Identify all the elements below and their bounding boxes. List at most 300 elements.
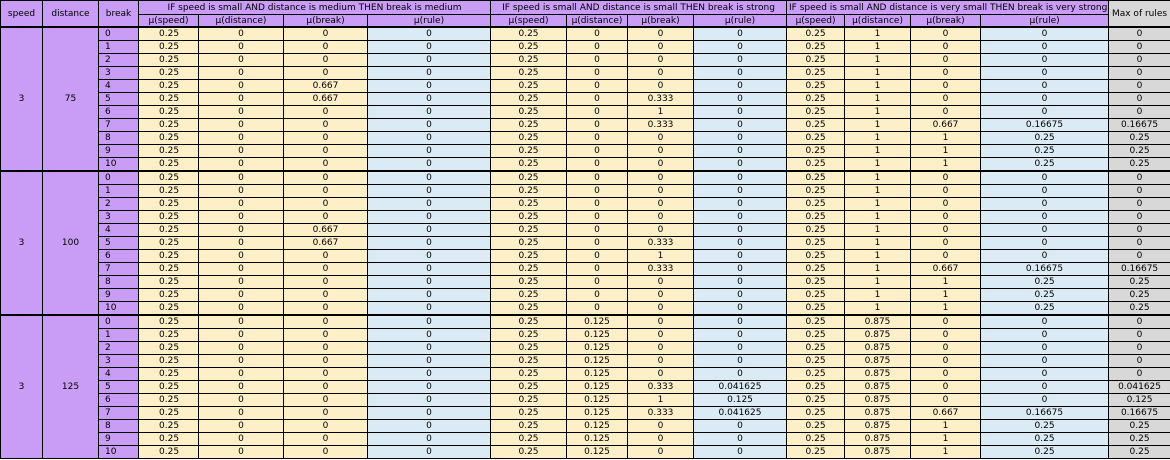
max-of-rules-cell: 0.25 [1109, 420, 1170, 433]
table-row [1, 145, 1170, 158]
rule1-mu-distance-cell: 0 [199, 433, 284, 446]
rule1-mu-speed-cell: 0.25 [139, 342, 199, 355]
rule2-mu-break-cell: 0 [628, 80, 694, 93]
break-value-cell: 6 [99, 394, 139, 407]
rule1-mu-rule-cell: 0 [368, 67, 491, 80]
rule1-mu-break-cell: 0 [284, 329, 368, 342]
rule1-mu-break-cell: 0 [284, 263, 368, 276]
rule3-mu-break-cell: 1 [911, 420, 981, 433]
rule1-mu-break-cell: 0.667 [284, 80, 368, 93]
rule1-mu-rule-cell: 0 [368, 329, 491, 342]
rule2-mu-speed-cell: 0.25 [491, 224, 567, 237]
rule3-mu-speed-cell: 0.25 [787, 67, 845, 80]
rule2-mu-break-cell: 0 [628, 27, 694, 41]
rule1-mu-speed-cell: 0.25 [139, 263, 199, 276]
rule3-mu-distance-cell: 1 [845, 237, 911, 250]
rule2-mu-distance-cell: 0 [567, 67, 628, 80]
rule2-mu-break-cell: 1 [628, 394, 694, 407]
max-of-rules-cell: 0.16675 [1109, 263, 1170, 276]
rule3-mu-rule-cell: 0.25 [981, 289, 1109, 302]
rule2-mu-speed-cell: 0.25 [491, 67, 567, 80]
rule2-mu-speed-cell: 0.25 [491, 381, 567, 394]
rule2-mu-speed-cell: 0.25 [491, 41, 567, 54]
rule3-mu-rule-cell: 0 [981, 394, 1109, 407]
rule1-mu-rule-cell: 0 [368, 276, 491, 289]
rule2-mu-rule-cell: 0 [694, 224, 787, 237]
rule2-mu-speed-cell: 0.25 [491, 145, 567, 158]
rule3-mu-rule-cell: 0.16675 [981, 407, 1109, 420]
rule3-mu-distance-cell: 0.875 [845, 368, 911, 381]
rule3-mu-break-cell: 1 [911, 446, 981, 459]
break-value-cell: 7 [99, 263, 139, 276]
rule1-mu-rule-cell: 0 [368, 198, 491, 211]
rule1-mu-rule-cell: 0 [368, 368, 491, 381]
rule2-mu-speed-cell: 0.25 [491, 119, 567, 132]
rule3-mu-speed-cell: 0.25 [787, 171, 845, 185]
break-value-cell: 0 [99, 171, 139, 185]
rule3-mu-distance-cell: 1 [845, 171, 911, 185]
rule3-mu-break-cell: 0 [911, 41, 981, 54]
rule1-mu-break-cell: 0 [284, 420, 368, 433]
rule1-mu-break-cell: 0.667 [284, 93, 368, 106]
max-of-rules-cell: 0 [1109, 171, 1170, 185]
max-of-rules-cell: 0.125 [1109, 394, 1170, 407]
rule1-mu-speed-cell: 0.25 [139, 27, 199, 41]
rule3-mu-break-cell: 0 [911, 54, 981, 67]
rule2-mu-rule-cell: 0 [694, 80, 787, 93]
rule3-mu-speed-cell: 0.25 [787, 315, 845, 329]
rule2-mu-rule-cell: 0 [694, 433, 787, 446]
rule1-mu-distance-cell: 0 [199, 420, 284, 433]
distance-value-cell: 100 [43, 171, 99, 315]
rule1-mu-break-cell: 0.667 [284, 224, 368, 237]
rule1-mu-distance-cell: 0 [199, 263, 284, 276]
distance-value-cell: 75 [43, 27, 99, 171]
rule2-mu-distance-cell: 0 [567, 302, 628, 316]
max-of-rules-cell: 0.25 [1109, 276, 1170, 289]
rule2-mu-distance-cell: 0.125 [567, 368, 628, 381]
rule3-mu-rule-cell: 0 [981, 106, 1109, 119]
rule1-mu-break-cell: 0 [284, 355, 368, 368]
rule3-mu-speed-cell: 0.25 [787, 407, 845, 420]
table-row [1, 276, 1170, 289]
rule2-mu-break-cell: 0 [628, 145, 694, 158]
rule1-mu-rule-cell: 0 [368, 158, 491, 172]
rule2-mu-rule-cell: 0.125 [694, 394, 787, 407]
rule3-mu-distance-cell: 1 [845, 289, 911, 302]
rule3-mu-break-cell: 0 [911, 315, 981, 329]
rule1-mu-speed-cell: 0.25 [139, 198, 199, 211]
break-value-cell: 3 [99, 67, 139, 80]
rule3-mu-break-cell: 1 [911, 302, 981, 316]
speed-value-cell: 3 [1, 27, 43, 171]
rule2-mu-speed-cell: 0.25 [491, 302, 567, 316]
rule2-mu-rule-cell: 0 [694, 119, 787, 132]
table-body [1, 27, 1170, 459]
rule1-mu-rule-cell: 0 [368, 106, 491, 119]
rule1-mu-break-cell: 0.667 [284, 237, 368, 250]
rule3-mu-rule-cell: 0 [981, 329, 1109, 342]
rule2-mu-speed-cell: 0.25 [491, 407, 567, 420]
rule2-mu-distance-cell: 0 [567, 263, 628, 276]
rule2-mu-speed-cell: 0.25 [491, 355, 567, 368]
mu-distance-header: µ(distance) [567, 15, 628, 28]
rule3-mu-distance-cell: 0.875 [845, 342, 911, 355]
rule1-mu-distance-cell: 0 [199, 41, 284, 54]
break-value-cell: 2 [99, 198, 139, 211]
rule2-mu-rule-cell: 0 [694, 41, 787, 54]
rule3-mu-rule-cell: 0 [981, 237, 1109, 250]
rule3-mu-speed-cell: 0.25 [787, 394, 845, 407]
rule2-mu-speed-cell: 0.25 [491, 342, 567, 355]
distance-value-cell: 125 [43, 315, 99, 459]
rule3-mu-distance-cell: 1 [845, 211, 911, 224]
rule1-mu-rule-cell: 0 [368, 211, 491, 224]
rule2-mu-break-cell: 0 [628, 54, 694, 67]
rule2-mu-rule-cell: 0 [694, 329, 787, 342]
break-value-cell: 6 [99, 250, 139, 263]
rule3-mu-break-cell: 0 [911, 80, 981, 93]
rule1-mu-distance-cell: 0 [199, 302, 284, 316]
break-value-cell: 10 [99, 302, 139, 316]
rule3-mu-rule-cell: 0.16675 [981, 263, 1109, 276]
rule3-mu-rule-cell: 0 [981, 185, 1109, 198]
rule2-mu-distance-cell: 0 [567, 106, 628, 119]
rule3-mu-rule-cell: 0 [981, 171, 1109, 185]
break-value-cell: 8 [99, 276, 139, 289]
rule3-mu-speed-cell: 0.25 [787, 119, 845, 132]
rule1-mu-distance-cell: 0 [199, 132, 284, 145]
table-row [1, 315, 1170, 329]
rule2-mu-speed-cell: 0.25 [491, 368, 567, 381]
table-row [1, 93, 1170, 106]
rule3-mu-speed-cell: 0.25 [787, 80, 845, 93]
rule2-mu-distance-cell: 0.125 [567, 329, 628, 342]
rule1-mu-rule-cell: 0 [368, 446, 491, 459]
rule3-mu-speed-cell: 0.25 [787, 446, 845, 459]
rule2-mu-rule-cell: 0 [694, 198, 787, 211]
rule2-mu-distance-cell: 0.125 [567, 407, 628, 420]
rule2-mu-speed-cell: 0.25 [491, 250, 567, 263]
rule1-mu-speed-cell: 0.25 [139, 211, 199, 224]
table-row [1, 27, 1170, 41]
rule1-mu-rule-cell: 0 [368, 315, 491, 329]
break-value-cell: 2 [99, 54, 139, 67]
max-of-rules-cell: 0 [1109, 315, 1170, 329]
rule2-mu-break-cell: 0.333 [628, 263, 694, 276]
rule3-mu-distance-cell: 0.875 [845, 329, 911, 342]
table-row [1, 158, 1170, 172]
rule3-mu-break-cell: 0 [911, 329, 981, 342]
header-row-memberships [1, 15, 1170, 28]
rule2-mu-rule-cell: 0 [694, 263, 787, 276]
rule2-mu-rule-cell: 0 [694, 211, 787, 224]
rule3-mu-break-cell: 0.667 [911, 263, 981, 276]
table-row [1, 381, 1170, 394]
rule2-mu-rule-cell: 0 [694, 237, 787, 250]
rule2-mu-rule-cell: 0 [694, 106, 787, 119]
rule2-mu-distance-cell: 0 [567, 80, 628, 93]
rule3-mu-rule-cell: 0 [981, 80, 1109, 93]
rule3-mu-distance-cell: 0.875 [845, 394, 911, 407]
max-of-rules-cell: 0 [1109, 185, 1170, 198]
rule2-mu-distance-cell: 0.125 [567, 433, 628, 446]
rule3-mu-distance-cell: 1 [845, 302, 911, 316]
break-value-cell: 0 [99, 315, 139, 329]
rule1-mu-rule-cell: 0 [368, 80, 491, 93]
rule3-mu-distance-cell: 1 [845, 27, 911, 41]
mu-rule-header: µ(rule) [981, 15, 1109, 28]
rule1-mu-rule-cell: 0 [368, 420, 491, 433]
mu-break-header: µ(break) [911, 15, 981, 28]
rule2-mu-break-cell: 0 [628, 420, 694, 433]
max-of-rules-cell: 0 [1109, 54, 1170, 67]
rule3-mu-speed-cell: 0.25 [787, 329, 845, 342]
rule2-mu-break-cell: 0 [628, 198, 694, 211]
rule3-mu-speed-cell: 0.25 [787, 185, 845, 198]
mu-speed-header: µ(speed) [139, 15, 199, 28]
rule2-mu-speed-cell: 0.25 [491, 276, 567, 289]
rule2-mu-speed-cell: 0.25 [491, 27, 567, 41]
rule2-mu-rule-cell: 0 [694, 54, 787, 67]
rule2-mu-distance-cell: 0.125 [567, 315, 628, 329]
rule3-mu-distance-cell: 1 [845, 54, 911, 67]
rule2-mu-break-cell: 0 [628, 132, 694, 145]
rule1-mu-speed-cell: 0.25 [139, 407, 199, 420]
rule2-mu-rule-cell: 0 [694, 27, 787, 41]
rule1-mu-speed-cell: 0.25 [139, 132, 199, 145]
rule3-mu-rule-cell: 0.25 [981, 446, 1109, 459]
max-of-rules-cell: 0 [1109, 80, 1170, 93]
speed-header: speed [1, 1, 43, 28]
rule2-mu-rule-cell: 0 [694, 145, 787, 158]
rule3-mu-break-cell: 0 [911, 171, 981, 185]
rule3-mu-distance-cell: 1 [845, 132, 911, 145]
max-of-rules-cell: 0.25 [1109, 132, 1170, 145]
rule3-mu-break-cell: 0 [911, 198, 981, 211]
rule2-mu-break-cell: 0 [628, 158, 694, 172]
rule2-mu-rule-cell: 0 [694, 250, 787, 263]
rule1-mu-break-cell: 0 [284, 342, 368, 355]
rule2-mu-speed-cell: 0.25 [491, 106, 567, 119]
break-value-cell: 7 [99, 119, 139, 132]
table-row [1, 289, 1170, 302]
rule2-mu-distance-cell: 0 [567, 276, 628, 289]
rule2-mu-speed-cell: 0.25 [491, 329, 567, 342]
rule1-mu-speed-cell: 0.25 [139, 67, 199, 80]
rule2-mu-rule-cell: 0 [694, 67, 787, 80]
rule3-mu-break-cell: 0 [911, 381, 981, 394]
rule1-mu-speed-cell: 0.25 [139, 276, 199, 289]
rule2-mu-speed-cell: 0.25 [491, 158, 567, 172]
break-value-cell: 10 [99, 446, 139, 459]
rule2-mu-speed-cell: 0.25 [491, 433, 567, 446]
rule3-mu-rule-cell: 0.16675 [981, 119, 1109, 132]
rule1-mu-rule-cell: 0 [368, 132, 491, 145]
rule1-mu-speed-cell: 0.25 [139, 171, 199, 185]
break-value-cell: 5 [99, 381, 139, 394]
rule2-mu-break-cell: 1 [628, 106, 694, 119]
rule3-mu-rule-cell: 0 [981, 27, 1109, 41]
rule3-mu-speed-cell: 0.25 [787, 145, 845, 158]
rule3-mu-break-cell: 0 [911, 224, 981, 237]
max-of-rules-cell: 0 [1109, 224, 1170, 237]
rule1-mu-speed-cell: 0.25 [139, 80, 199, 93]
break-value-cell: 10 [99, 158, 139, 172]
rule3-mu-speed-cell: 0.25 [787, 198, 845, 211]
max-of-rules-cell: 0 [1109, 93, 1170, 106]
rule3-mu-speed-cell: 0.25 [787, 289, 845, 302]
rule1-mu-distance-cell: 0 [199, 446, 284, 459]
rule3-mu-distance-cell: 1 [845, 185, 911, 198]
table-row [1, 433, 1170, 446]
rule1-mu-distance-cell: 0 [199, 198, 284, 211]
rule2-mu-distance-cell: 0 [567, 158, 628, 172]
rule3-mu-speed-cell: 0.25 [787, 250, 845, 263]
max-of-rules-cell: 0.25 [1109, 302, 1170, 316]
rule1-mu-rule-cell: 0 [368, 54, 491, 67]
rule2-mu-rule-cell: 0 [694, 355, 787, 368]
rule3-mu-break-cell: 0 [911, 27, 981, 41]
rule2-mu-distance-cell: 0.125 [567, 446, 628, 459]
header-row-rules [1, 1, 1170, 15]
rule2-mu-break-cell: 0 [628, 329, 694, 342]
rule1-mu-break-cell: 0 [284, 289, 368, 302]
rule2-mu-speed-cell: 0.25 [491, 80, 567, 93]
rule2-mu-distance-cell: 0 [567, 54, 628, 67]
rule3-mu-rule-cell: 0.25 [981, 158, 1109, 172]
max-of-rules-cell: 0 [1109, 250, 1170, 263]
break-value-cell: 4 [99, 224, 139, 237]
rule3-mu-speed-cell: 0.25 [787, 132, 845, 145]
rule1-mu-speed-cell: 0.25 [139, 355, 199, 368]
rule3-mu-rule-cell: 0.25 [981, 302, 1109, 316]
break-value-cell: 9 [99, 289, 139, 302]
max-of-rules-cell: 0 [1109, 329, 1170, 342]
mu-distance-header: µ(distance) [199, 15, 284, 28]
rule2-mu-break-cell: 0 [628, 67, 694, 80]
rule1-mu-rule-cell: 0 [368, 93, 491, 106]
rule1-mu-distance-cell: 0 [199, 289, 284, 302]
rule1-mu-speed-cell: 0.25 [139, 250, 199, 263]
table-row [1, 250, 1170, 263]
break-value-cell: 1 [99, 41, 139, 54]
rule3-mu-break-cell: 0 [911, 394, 981, 407]
rule2-mu-rule-cell: 0.041625 [694, 381, 787, 394]
table-row [1, 54, 1170, 67]
rule2-mu-distance-cell: 0 [567, 145, 628, 158]
rule3-mu-distance-cell: 1 [845, 263, 911, 276]
rule3-mu-distance-cell: 0.875 [845, 446, 911, 459]
distance-header: distance [43, 1, 99, 28]
rule2-mu-speed-cell: 0.25 [491, 211, 567, 224]
rule2-mu-speed-cell: 0.25 [491, 263, 567, 276]
rule3-mu-rule-cell: 0.25 [981, 276, 1109, 289]
table-row [1, 106, 1170, 119]
rule1-mu-rule-cell: 0 [368, 185, 491, 198]
rule1-mu-rule-cell: 0 [368, 407, 491, 420]
table-row [1, 224, 1170, 237]
rule2-mu-speed-cell: 0.25 [491, 420, 567, 433]
rule3-mu-rule-cell: 0 [981, 342, 1109, 355]
rule2-mu-speed-cell: 0.25 [491, 93, 567, 106]
break-value-cell: 5 [99, 237, 139, 250]
rule3-mu-distance-cell: 0.875 [845, 355, 911, 368]
rule3-mu-break-cell: 0 [911, 67, 981, 80]
table-row [1, 211, 1170, 224]
rule1-mu-break-cell: 0 [284, 407, 368, 420]
rule2-mu-distance-cell: 0 [567, 185, 628, 198]
rule1-mu-distance-cell: 0 [199, 80, 284, 93]
mu-break-header: µ(break) [284, 15, 368, 28]
rule2-header: IF speed is small AND distance is small THEN break is strong [491, 1, 787, 15]
rule1-mu-speed-cell: 0.25 [139, 381, 199, 394]
rule1-mu-break-cell: 0 [284, 106, 368, 119]
rule1-mu-break-cell: 0 [284, 41, 368, 54]
break-value-cell: 8 [99, 420, 139, 433]
rule1-mu-distance-cell: 0 [199, 224, 284, 237]
max-of-rules-cell: 0 [1109, 355, 1170, 368]
rule1-mu-rule-cell: 0 [368, 145, 491, 158]
rule2-mu-distance-cell: 0 [567, 289, 628, 302]
table-row [1, 67, 1170, 80]
max-of-rules-cell: 0 [1109, 342, 1170, 355]
rule2-mu-speed-cell: 0.25 [491, 171, 567, 185]
rule2-mu-break-cell: 0.333 [628, 237, 694, 250]
rule2-mu-break-cell: 0 [628, 355, 694, 368]
rule3-mu-rule-cell: 0.25 [981, 433, 1109, 446]
rule1-mu-break-cell: 0 [284, 211, 368, 224]
rule1-mu-break-cell: 0 [284, 185, 368, 198]
rule3-mu-speed-cell: 0.25 [787, 368, 845, 381]
rule2-mu-break-cell: 0 [628, 211, 694, 224]
rule3-mu-distance-cell: 1 [845, 41, 911, 54]
table-row [1, 342, 1170, 355]
mu-break-header: µ(break) [628, 15, 694, 28]
rule3-mu-speed-cell: 0.25 [787, 302, 845, 316]
rule2-mu-rule-cell: 0 [694, 185, 787, 198]
rule1-mu-break-cell: 0 [284, 171, 368, 185]
rule3-mu-rule-cell: 0 [981, 355, 1109, 368]
rule3-mu-speed-cell: 0.25 [787, 211, 845, 224]
rule2-mu-distance-cell: 0 [567, 224, 628, 237]
rule3-mu-speed-cell: 0.25 [787, 237, 845, 250]
rule2-mu-rule-cell: 0 [694, 420, 787, 433]
rule3-mu-speed-cell: 0.25 [787, 93, 845, 106]
rule3-mu-distance-cell: 1 [845, 119, 911, 132]
max-of-rules-cell: 0 [1109, 211, 1170, 224]
rule2-mu-speed-cell: 0.25 [491, 315, 567, 329]
break-value-cell: 4 [99, 368, 139, 381]
rule2-mu-speed-cell: 0.25 [491, 394, 567, 407]
rule1-mu-break-cell: 0 [284, 315, 368, 329]
rule1-mu-speed-cell: 0.25 [139, 368, 199, 381]
rule3-mu-break-cell: 0 [911, 106, 981, 119]
rule3-mu-speed-cell: 0.25 [787, 263, 845, 276]
rule2-mu-speed-cell: 0.25 [491, 237, 567, 250]
rule3-mu-distance-cell: 0.875 [845, 433, 911, 446]
rule3-mu-rule-cell: 0 [981, 315, 1109, 329]
rule1-mu-break-cell: 0 [284, 276, 368, 289]
rule1-mu-distance-cell: 0 [199, 276, 284, 289]
rule2-mu-distance-cell: 0.125 [567, 420, 628, 433]
rule3-mu-distance-cell: 1 [845, 106, 911, 119]
rule1-mu-distance-cell: 0 [199, 106, 284, 119]
max-of-rules-cell: 0.25 [1109, 289, 1170, 302]
break-value-cell: 7 [99, 407, 139, 420]
break-value-cell: 5 [99, 93, 139, 106]
table-row [1, 368, 1170, 381]
